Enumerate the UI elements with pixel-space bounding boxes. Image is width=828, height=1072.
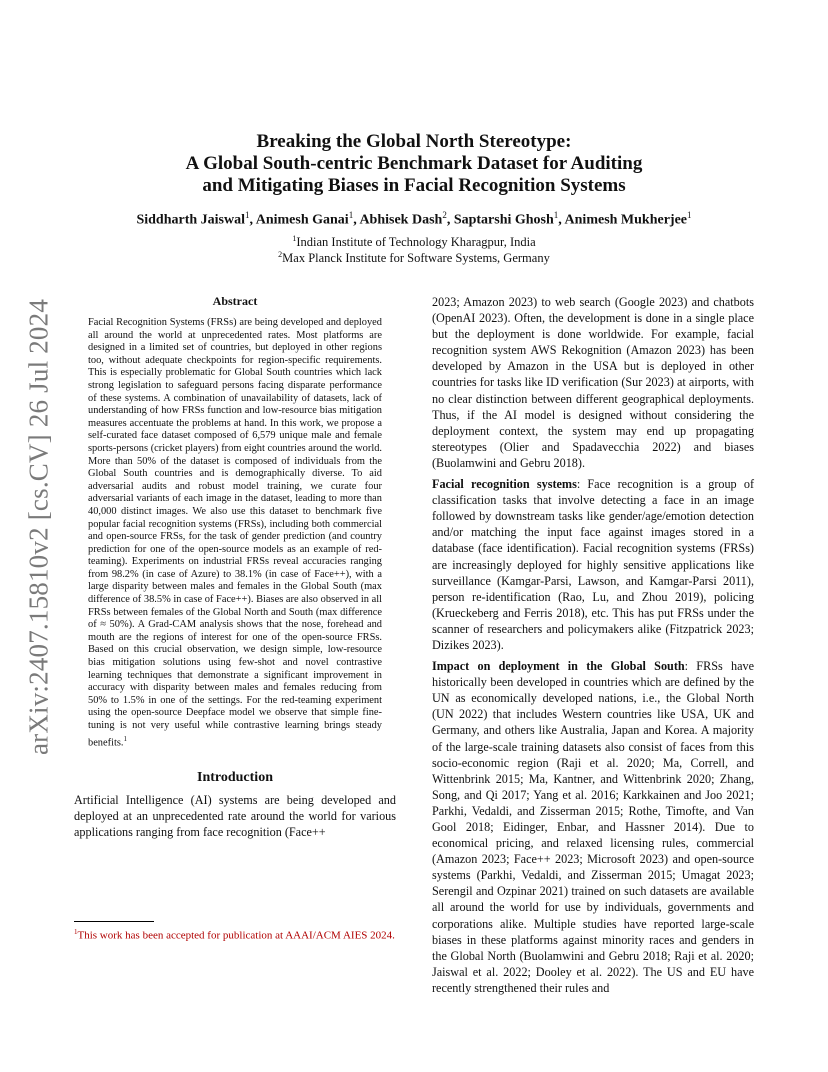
author-name: Siddharth Jaiswal bbox=[136, 212, 245, 228]
footnote-mark: 1 bbox=[74, 928, 78, 936]
author-affiliation-mark: 2 bbox=[442, 210, 447, 220]
abstract-body bbox=[88, 317, 382, 750]
body-paragraph bbox=[432, 476, 754, 653]
left-column bbox=[74, 294, 396, 845]
title-line-3: and Mitigating Biases in Facial Recognition Systems bbox=[202, 175, 626, 196]
author-affiliation-mark: 1 bbox=[553, 210, 559, 220]
right-column bbox=[432, 294, 754, 1001]
affiliation-text: Max Planck Institute for Software Systems, Germany bbox=[282, 251, 550, 266]
body-paragraph bbox=[432, 658, 754, 996]
author-affiliation-mark: 1 bbox=[348, 210, 354, 220]
body-paragraph: 2023; Amazon 2023) to web search (Google 2023) and chatbots (OpenAI 2023). Often, the development is done in a single place but the deployment is done worldwide. For example, facial recognition system AWS Rekognition (Amazon 2023) has been developed by Amazon in the USA but is deployed in other countries for tasks like ID verification (Sur 2023) at airports, with no clear distinction between different geographical deployments. Thus, if the AI model is designed without considering the deployment context, the system may end up propagating stereotypes (Olier and Spadavecchia 2022) and biases (Buolamwini and Gebru 2018). bbox=[432, 295, 754, 470]
abstract-text: Facial Recognition Systems (FRSs) are being developed and deployed all around the world at unprecedented rates. Most platforms are designed in a limited set of countries, but deployed in other regions too, without adequate checkpoints for region-specific requirements. This is especially problematic for Global South countries which lack strong legislation to safeguard persons facing disparate performance of these systems. A combination of unavailability of datasets, lack of understanding of how FRSs function and low-resource bias mitigation measures accentuate the problems at hand. In this work, we propose a self-curated face dataset composed of 6,579 unique male and female sports-persons (cricket players) from eight countries around the world. More than 50% of the dataset is composed of individuals from the Global South countries and is demographically diverse. To aid adversarial audits and robust model training, we curate four adversarial variants of each image in the dataset, leading to more than 40,000 distinct images. We also use this dataset to benchmark five popular facial recognition systems (FRSs), including both commercial and open-source FRSs, for the task of gender prediction (and country prediction for one of the open-source models as an example of red-teaming). Experiments on industrial FRSs reveal accuracies ranging from 98.2% (in case of Azure) to 38.1% (in case of Face++), with a large disparity between males and females in the Global South (max difference of 38.5% in case of Face++). Biases are also observed in all FRSs between females of the Global North and South (max difference of ≈ 50%). A Grad-CAM analysis shows that the nose, forehead and mouth are the regions of interest for one of the open-source FRSs. Based on this crucial observation, we design simple, low-resource bias mitigation solutions using few-shot and novel contrastive learning techniques that demonstrate a significant improvement in accuracy with disparity between males and females reducing from 50% to 1.5% in one of the settings. For the red-teaming experiment using the open-source Deepface model we observe that simple fine-tuning is not very useful while contrastive learning brings steady benefits. bbox=[88, 317, 382, 749]
affiliation-mark: 2 bbox=[278, 250, 283, 259]
paragraph-heading: Impact on deployment in the Global South bbox=[432, 659, 685, 674]
title-line-2: A Global South-centric Benchmark Dataset for Auditing bbox=[185, 153, 643, 174]
footnote-reference[interactable]: 1 bbox=[123, 734, 127, 743]
title-line-1: Breaking the Global North Stereotype: bbox=[256, 131, 572, 152]
author-name: Animesh Ganai bbox=[255, 212, 349, 228]
affiliation-mark: 1 bbox=[292, 234, 297, 243]
introduction-heading: Introduction bbox=[197, 769, 273, 785]
author-affiliation-mark: 1 bbox=[245, 210, 250, 220]
affiliation bbox=[150, 234, 678, 250]
affiliation bbox=[150, 250, 678, 266]
paragraph-heading: Facial recognition systems bbox=[432, 477, 577, 492]
paper-title bbox=[100, 131, 728, 197]
footnote-divider bbox=[74, 921, 154, 922]
arxiv-identifier bbox=[22, 292, 56, 762]
author-list: Siddharth Jaiswal$^1$, Animesh Ganai$^1$, Abhisek Dash$^2$, Saptarshi Ghosh$^1$, Animesh Mukherjee$^1$ bbox=[136, 210, 692, 228]
paragraph-text: : FRSs have historically been developed in countries which are defined by the UN as economically developed nations, i.e., the Global North (UN 2022) that includes Western countries like USA, UK and Germany, and others like Australia, Japan and Korea. A majority of the large-scale training datasets also consist of faces from this socio-economic region (Raji et al. 2020; Ma, Correll, and Wittenbrink 2015; Ma, Kantner, and Wittenbrink 2020; Zhang, Song, and Qi 2017; Yang et al. 2016; Karkkainen and Joo 2021; Parkhi, Vedaldi, and Zisserman 2015; Rothe, Timofte, and Van Gool 2018; Eidinger, Enbar, and Hassner 2014). Due to economical pricing, and relaxed licensing rules, commercial (Amazon 2023; Face++ 2023; Microsoft 2023) and open-source systems (Parkhi, Vedaldi, and Zisserman 2015; Umagat 2023; Serengil and Ozpinar 2021) trained on such datasets are available all around the world for use by individuals, governments and corporations alike. Multiple studies have reported large-scale biases in these platforms against minority races and genders in the Global North (Buolamwini and Gebru 2018; Raji et al. 2020; Jaiswal et al. 2022; Dooley et al. 2022). The US and EU have recently strengthened their rules and bbox=[432, 659, 754, 995]
paragraph-text: : Face recognition is a group of classification tasks that involve detecting a face in an image followed by downstream tasks like gender/age/emotion detection and/or matching the input face against images stored in a database (face identification). Facial recognition systems (FRSs) are increasingly deployed for highly sensitive applications like surveillance (Kamgar-Parsi, Lawson, and Kamgar-Parsi 2011), person re-identification (Rao, Lu, and Zhou 2019), policing (Krueckeberg and Ferris 2018), etc. This has put FRSs under the scanner of researchers and policymakers alike (Fitzpatrick 2023; Dizikes 2023). bbox=[432, 477, 754, 652]
author-affiliation-mark: 1 bbox=[687, 210, 692, 220]
footnote-text: This work has been accepted for publication at AAAI/ACM AIES 2024. bbox=[77, 929, 395, 942]
abstract-heading: Abstract bbox=[212, 294, 258, 308]
affiliation-text: Indian Institute of Technology Kharagpur, India bbox=[296, 235, 536, 250]
author-name: Animesh Mukherjee bbox=[564, 212, 688, 228]
intro-paragraph: Artificial Intelligence (AI) systems are being developed and deployed at an unprecedented rate around the world for various applications ranging from face recognition (Face++ bbox=[74, 792, 396, 839]
author-name: Saptarshi Ghosh bbox=[453, 212, 554, 228]
footnote[interactable] bbox=[74, 925, 396, 943]
author-name: Abhisek Dash bbox=[359, 212, 443, 228]
arxiv-identifier-text: arXiv:2407.15810v2 [cs.CV] 26 Jul 2024 bbox=[23, 298, 54, 756]
